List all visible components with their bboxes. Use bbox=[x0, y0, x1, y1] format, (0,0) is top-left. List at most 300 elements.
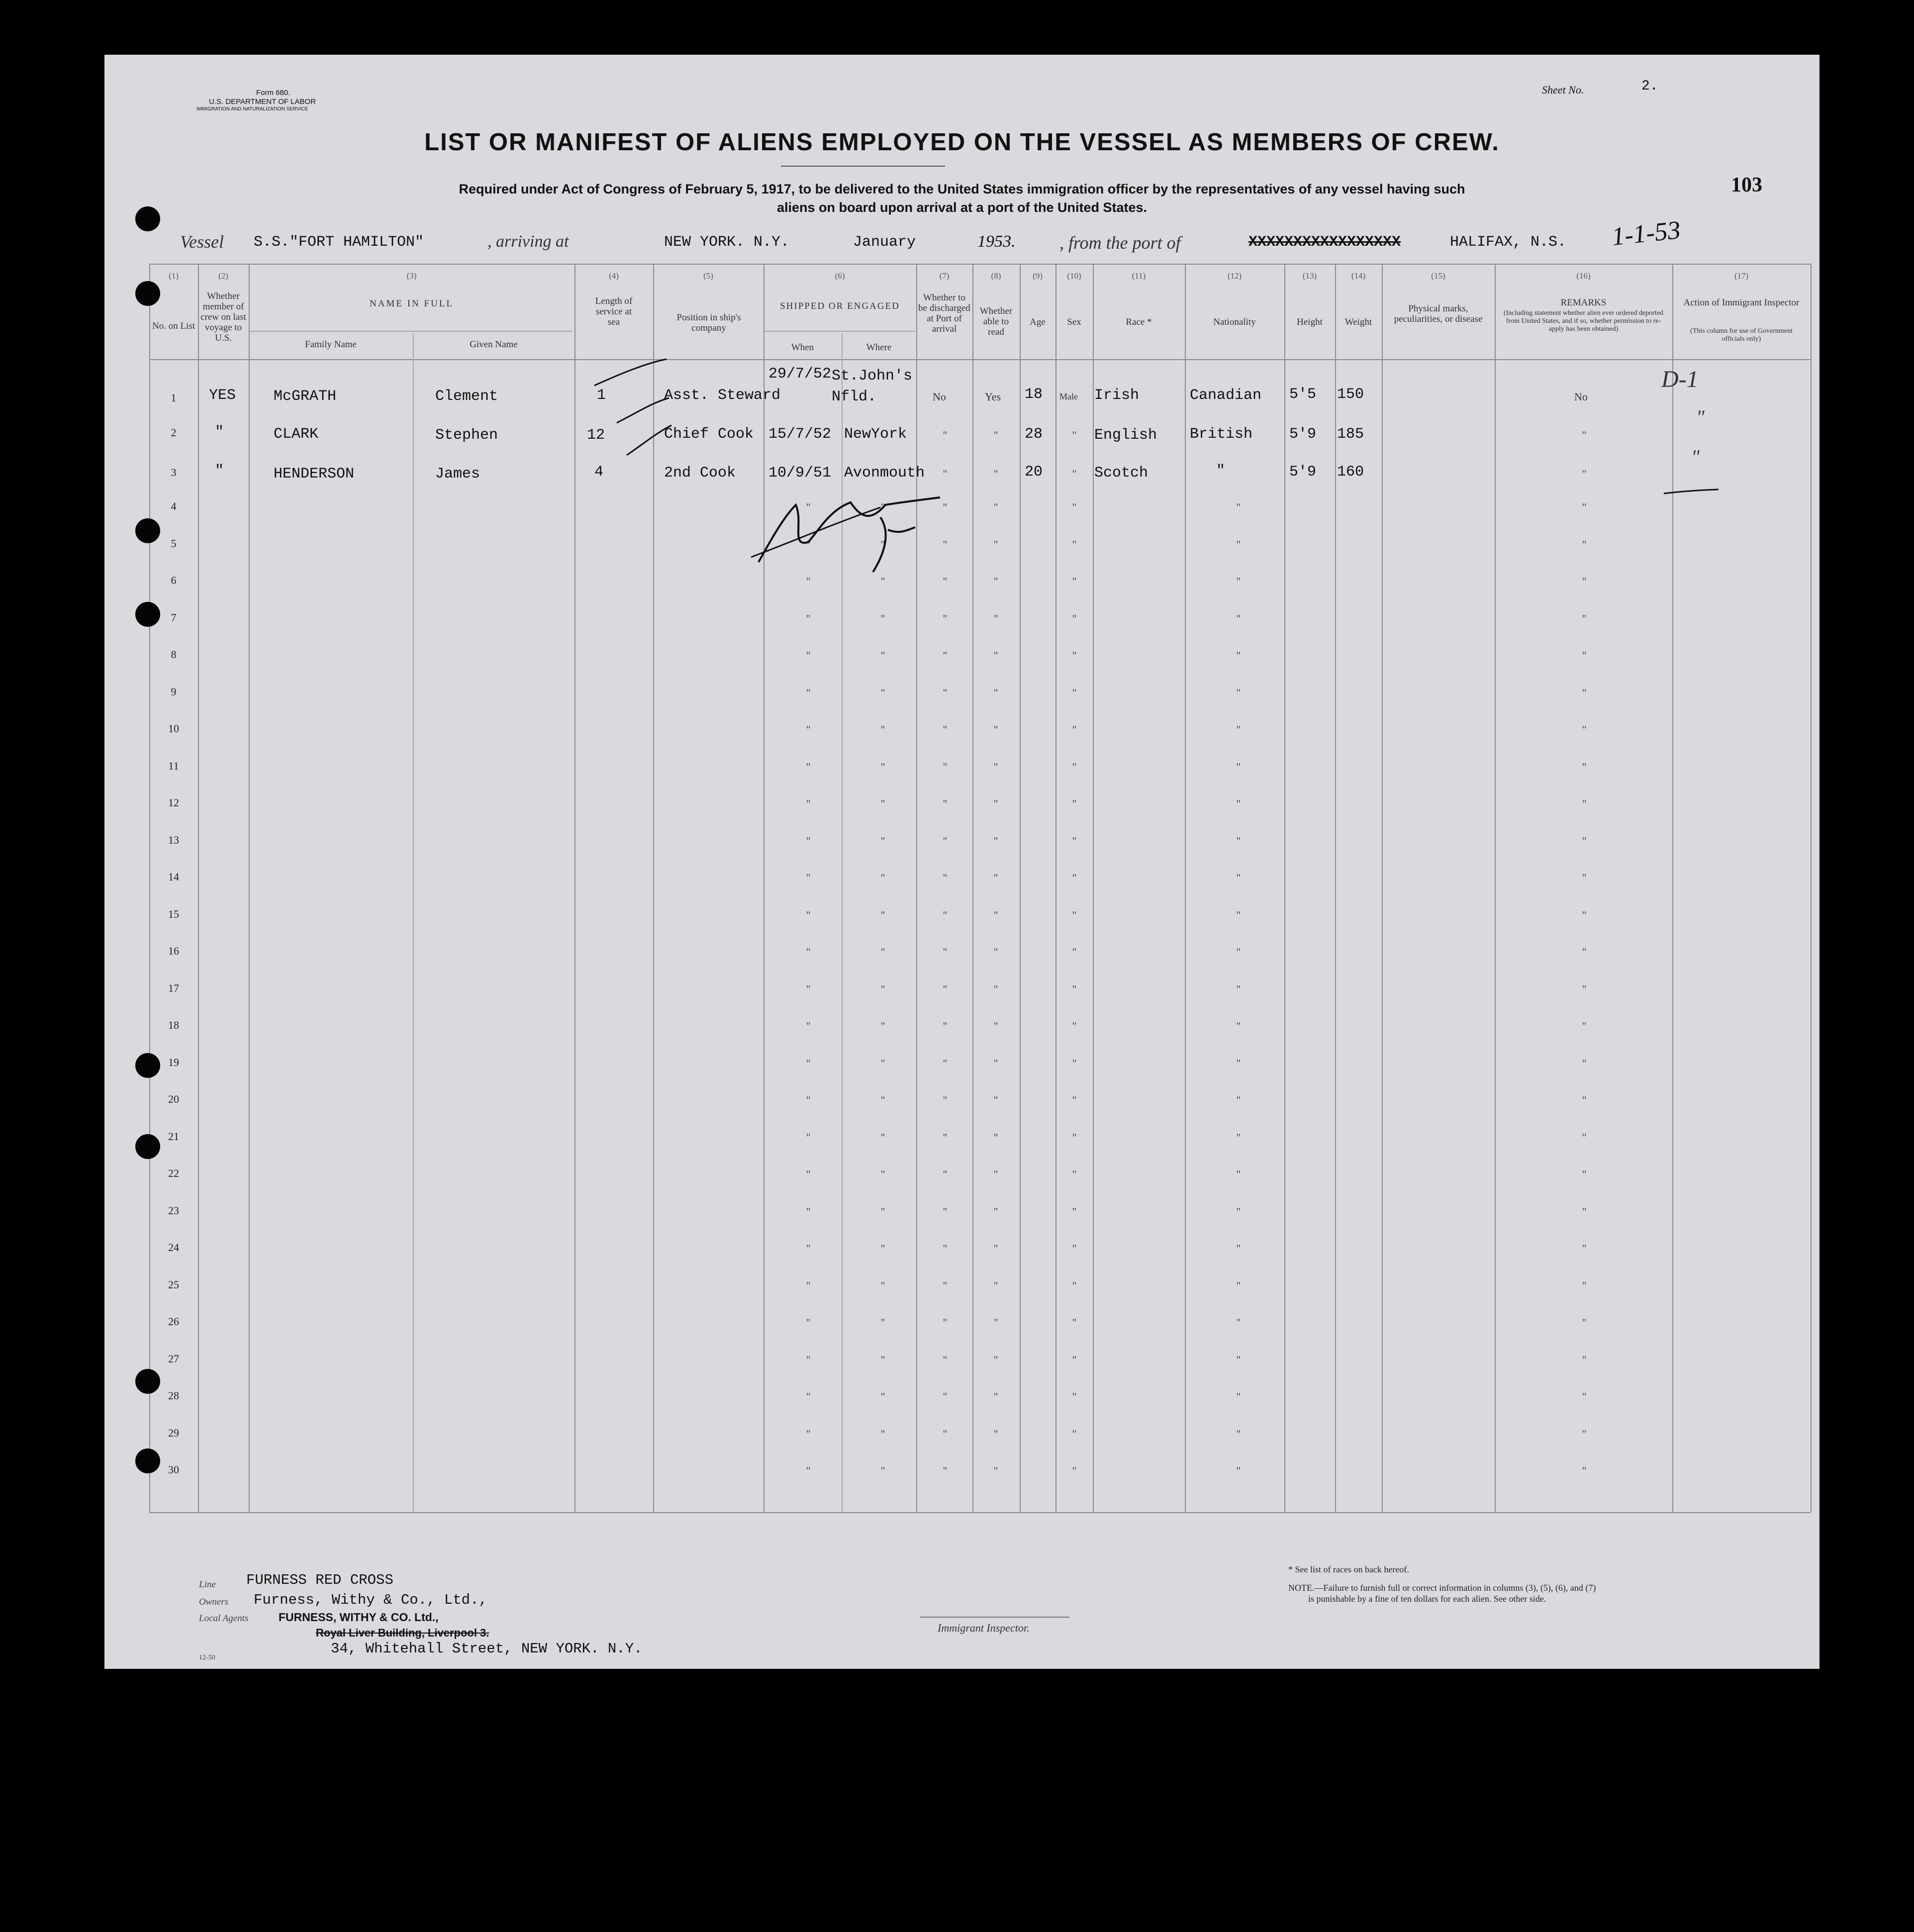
row-1-number: 1 bbox=[171, 391, 177, 404]
ditto-mark: " bbox=[1072, 1390, 1077, 1403]
row-number: 13 bbox=[168, 833, 179, 846]
col-15-label: Physical marks, peculiarities, or disease bbox=[1394, 303, 1483, 324]
ditto-mark: " bbox=[1236, 797, 1241, 810]
col-11-number: (11) bbox=[1132, 271, 1146, 281]
ditto-mark: " bbox=[1072, 760, 1077, 773]
ditto-mark: " bbox=[1236, 1464, 1241, 1477]
arrival-month: January bbox=[853, 234, 916, 251]
service-label: IMMIGRATION AND NATURALIZATION SERVICE bbox=[196, 106, 308, 112]
sheet-label: Sheet No. bbox=[1542, 84, 1584, 96]
ditto-mark: " bbox=[1236, 871, 1241, 884]
handwritten-date: 1-1-53 bbox=[1610, 215, 1682, 252]
col-14-number: (14) bbox=[1351, 271, 1366, 281]
row-3-discharged: " bbox=[943, 468, 948, 480]
ditto-mark: " bbox=[880, 1242, 885, 1255]
binder-hole bbox=[135, 281, 160, 306]
ditto-mark: " bbox=[880, 649, 885, 662]
ditto-mark: " bbox=[993, 723, 998, 736]
ditto-mark: " bbox=[1582, 686, 1587, 699]
col-15-number: (15) bbox=[1431, 271, 1445, 281]
row-1-age: 18 bbox=[1025, 386, 1043, 403]
form-title: LIST OR MANIFEST OF ALIENS EMPLOYED ON THE VESSEL AS MEMBERS OF CREW. bbox=[424, 129, 1500, 156]
row-2-inspector-action: " bbox=[1696, 406, 1705, 428]
row-number: 10 bbox=[168, 722, 179, 735]
penalty-note-1: NOTE.—Failure to furnish full or correct information in columns (3), (5), (6), and (7) bbox=[1288, 1583, 1596, 1593]
vessel-name: S.S."FORT HAMILTON" bbox=[254, 234, 424, 251]
col-17-note: (This column for use of Government officials only) bbox=[1690, 327, 1793, 343]
row-3-race: Scotch bbox=[1094, 465, 1148, 482]
ditto-mark: " bbox=[880, 1390, 885, 1403]
row-1-nationality: Canadian bbox=[1190, 387, 1262, 404]
ditto-mark: " bbox=[806, 612, 811, 625]
ditto-mark: " bbox=[1072, 946, 1077, 958]
ditto-mark: " bbox=[1072, 834, 1077, 847]
ditto-mark: " bbox=[943, 612, 948, 625]
ditto-mark: " bbox=[1582, 1427, 1587, 1440]
ditto-mark: " bbox=[1072, 1279, 1077, 1292]
row-number: 15 bbox=[168, 907, 179, 920]
ditto-mark: " bbox=[806, 1353, 811, 1366]
ditto-mark: " bbox=[993, 686, 998, 699]
ditto-mark: " bbox=[880, 575, 885, 587]
ditto-mark: " bbox=[1236, 649, 1241, 662]
ditto-mark: " bbox=[1582, 1094, 1587, 1106]
ditto-mark: " bbox=[806, 501, 811, 513]
row-number: 29 bbox=[168, 1426, 179, 1439]
arrival-year: 1953. bbox=[977, 232, 1016, 251]
row-3-given-name: James bbox=[435, 466, 480, 483]
ditto-mark: " bbox=[943, 760, 948, 773]
row-3-position: 2nd Cook bbox=[664, 465, 736, 482]
ditto-mark: " bbox=[880, 797, 885, 810]
ditto-mark: " bbox=[943, 1279, 948, 1292]
row-2-sex: " bbox=[1072, 429, 1077, 441]
col-16-label: REMARKS bbox=[1560, 297, 1607, 308]
ditto-mark: " bbox=[1072, 1427, 1077, 1440]
ditto-mark: " bbox=[943, 1464, 948, 1477]
col-8-number: (8) bbox=[991, 271, 1001, 281]
ditto-mark: " bbox=[1582, 946, 1587, 958]
row-number: 19 bbox=[168, 1056, 179, 1068]
row-3-remarks: " bbox=[1582, 468, 1587, 480]
ditto-mark: " bbox=[880, 1279, 885, 1292]
row-3-last-voyage: " bbox=[215, 463, 224, 480]
ditto-mark: " bbox=[1072, 1057, 1077, 1069]
ditto-mark: " bbox=[993, 946, 998, 958]
col-8-label: Whether able to read bbox=[979, 306, 1013, 337]
ditto-mark: " bbox=[1582, 538, 1587, 551]
row-2-race: English bbox=[1094, 427, 1157, 444]
row-2-position: Chief Cook bbox=[664, 426, 754, 443]
ditto-mark: " bbox=[1582, 1279, 1587, 1292]
ditto-mark: " bbox=[943, 1242, 948, 1255]
ditto-mark: " bbox=[1236, 723, 1241, 736]
ditto-mark: " bbox=[880, 1205, 885, 1218]
ditto-mark: " bbox=[993, 1353, 998, 1366]
binder-hole bbox=[135, 1449, 160, 1473]
row-number: 21 bbox=[168, 1130, 179, 1143]
ditto-mark: " bbox=[1236, 575, 1241, 587]
row-2-height: 5'9 bbox=[1289, 426, 1317, 443]
col-4-label: Length of service at sea bbox=[595, 296, 633, 327]
row-number: 23 bbox=[168, 1204, 179, 1217]
row-number: 7 bbox=[171, 611, 177, 624]
form-subtitle-2: aliens on board upon arrival at a port of the United States. bbox=[776, 200, 1148, 215]
ditto-mark: " bbox=[880, 1131, 885, 1144]
ditto-mark: " bbox=[806, 1464, 811, 1477]
ditto-mark: " bbox=[880, 1427, 885, 1440]
row-1-race: Irish bbox=[1094, 387, 1140, 404]
col-14-label: Weight bbox=[1344, 317, 1372, 327]
owners-label: Owners bbox=[199, 1597, 229, 1607]
ditto-mark: " bbox=[1072, 723, 1077, 736]
ditto-mark: " bbox=[1072, 1353, 1077, 1366]
row-2-last-voyage: " bbox=[215, 424, 224, 441]
col-6-label: SHIPPED OR ENGAGED bbox=[780, 301, 900, 311]
ditto-mark: " bbox=[806, 760, 811, 773]
row-number: 16 bbox=[168, 945, 179, 957]
ditto-mark: " bbox=[943, 1094, 948, 1106]
ditto-mark: " bbox=[1582, 1168, 1587, 1180]
ditto-mark: " bbox=[1072, 1131, 1077, 1144]
ditto-mark: " bbox=[806, 1316, 811, 1329]
ditto-mark: " bbox=[943, 723, 948, 736]
ditto-mark: " bbox=[1582, 1242, 1587, 1255]
ditto-mark: " bbox=[993, 612, 998, 625]
row-2-number: 2 bbox=[171, 426, 177, 439]
ditto-mark: " bbox=[880, 1464, 885, 1477]
row-1-discharged: No bbox=[933, 390, 946, 403]
ditto-mark: " bbox=[880, 946, 885, 958]
col-3-family-label: Family Name bbox=[305, 339, 357, 350]
ditto-mark: " bbox=[880, 1057, 885, 1069]
ditto-mark: " bbox=[1582, 1316, 1587, 1329]
row-number: 14 bbox=[168, 870, 179, 883]
from-port-label: , from the port of bbox=[1059, 233, 1181, 253]
row-3-age: 20 bbox=[1025, 464, 1043, 481]
col-6-number: (6) bbox=[835, 271, 845, 281]
col-10-number: (10) bbox=[1067, 271, 1081, 281]
ditto-mark: " bbox=[806, 982, 811, 995]
ditto-mark: " bbox=[1236, 760, 1241, 773]
col-17-label: Action of Immigrant Inspector bbox=[1683, 297, 1800, 308]
ditto-mark: " bbox=[806, 1131, 811, 1144]
col-16-number: (16) bbox=[1576, 271, 1591, 281]
ditto-mark: " bbox=[943, 686, 948, 699]
ditto-mark: " bbox=[1582, 1057, 1587, 1069]
ditto-mark: " bbox=[880, 538, 885, 551]
ditto-mark: " bbox=[806, 1279, 811, 1292]
row-1-position: Asst. Steward bbox=[664, 387, 781, 404]
ditto-mark: " bbox=[943, 797, 948, 810]
col-6-where-label: Where bbox=[866, 342, 892, 353]
ditto-mark: " bbox=[1236, 1057, 1241, 1069]
ditto-mark: " bbox=[943, 1316, 948, 1329]
ditto-mark: " bbox=[943, 1353, 948, 1366]
ditto-mark: " bbox=[943, 834, 948, 847]
ditto-mark: " bbox=[1072, 1316, 1077, 1329]
ditto-mark: " bbox=[880, 982, 885, 995]
ditto-mark: " bbox=[993, 501, 998, 513]
ditto-mark: " bbox=[880, 1316, 885, 1329]
ditto-mark: " bbox=[993, 575, 998, 587]
ditto-mark: " bbox=[993, 834, 998, 847]
ditto-mark: " bbox=[1236, 1205, 1241, 1218]
ditto-mark: " bbox=[943, 649, 948, 662]
ditto-mark: " bbox=[943, 946, 948, 958]
ditto-mark: " bbox=[1072, 686, 1077, 699]
row-3-number: 3 bbox=[171, 466, 177, 479]
ditto-mark: " bbox=[806, 797, 811, 810]
ditto-mark: " bbox=[806, 1094, 811, 1106]
ditto-mark: " bbox=[1236, 1353, 1241, 1366]
row-2-remarks: " bbox=[1582, 429, 1587, 441]
ditto-mark: " bbox=[1582, 1353, 1587, 1366]
binder-hole bbox=[135, 1369, 160, 1394]
binder-hole bbox=[135, 602, 160, 627]
row-1-family-name: McGRATH bbox=[274, 388, 337, 405]
row-1-read: Yes bbox=[985, 390, 1001, 403]
ditto-mark: " bbox=[806, 686, 811, 699]
line-label: Line bbox=[199, 1579, 216, 1590]
ditto-mark: " bbox=[1582, 760, 1587, 773]
row-number: 20 bbox=[168, 1093, 179, 1105]
ditto-mark: " bbox=[993, 1390, 998, 1403]
agents-label: Local Agents bbox=[199, 1613, 249, 1624]
ditto-mark: " bbox=[1236, 686, 1241, 699]
ditto-mark: " bbox=[880, 760, 885, 773]
ditto-mark: " bbox=[993, 1464, 998, 1477]
row-number: 24 bbox=[168, 1241, 179, 1254]
ditto-mark: " bbox=[1236, 1168, 1241, 1180]
col-9-number: (9) bbox=[1033, 271, 1043, 281]
row-3-service: 4 bbox=[594, 464, 604, 481]
ditto-mark: " bbox=[1072, 908, 1077, 921]
col-11-label: Race * bbox=[1126, 317, 1152, 327]
ditto-mark: " bbox=[1072, 1094, 1077, 1106]
row-number: 18 bbox=[168, 1019, 179, 1031]
ditto-mark: " bbox=[993, 1020, 998, 1032]
binder-hole bbox=[135, 206, 160, 231]
row-2-given-name: Stephen bbox=[435, 427, 498, 444]
ditto-mark: " bbox=[1072, 1464, 1077, 1477]
ditto-mark: " bbox=[1582, 1390, 1587, 1403]
ditto-mark: " bbox=[993, 1205, 998, 1218]
ditto-mark: " bbox=[1582, 1131, 1587, 1144]
row-1-when: 29/7/52 bbox=[768, 366, 832, 383]
col-13-number: (13) bbox=[1302, 271, 1317, 281]
ditto-mark: " bbox=[1236, 1279, 1241, 1292]
row-number: 28 bbox=[168, 1389, 179, 1402]
row-1-sex: Male bbox=[1059, 391, 1078, 401]
col-7-label: Whether to be discharged at Port of arrival bbox=[918, 292, 970, 334]
ditto-mark: " bbox=[806, 1242, 811, 1255]
col-5-label: Position in ship's company bbox=[676, 312, 741, 333]
ditto-mark: " bbox=[806, 1168, 811, 1180]
arrival-port: NEW YORK. N.Y. bbox=[664, 234, 790, 251]
ditto-mark: " bbox=[880, 1094, 885, 1106]
ditto-mark: " bbox=[993, 1316, 998, 1329]
row-1-given-name: Clement bbox=[435, 388, 498, 405]
struck-address: Royal Liver Building, Liverpool 3. bbox=[316, 1627, 489, 1639]
ditto-mark: " bbox=[1236, 1390, 1241, 1403]
ditto-mark: " bbox=[880, 501, 885, 513]
col-4-number: (4) bbox=[609, 271, 619, 281]
agents-address: 34, Whitehall Street, NEW YORK. N.Y. bbox=[331, 1641, 643, 1657]
row-number: 27 bbox=[168, 1352, 179, 1365]
row-number: 26 bbox=[168, 1315, 179, 1328]
row-2-age: 28 bbox=[1025, 426, 1043, 443]
ditto-mark: " bbox=[1072, 538, 1077, 551]
row-number: 6 bbox=[171, 574, 177, 586]
row-1-remarks: No bbox=[1574, 390, 1588, 403]
ditto-mark: " bbox=[943, 1020, 948, 1032]
ditto-mark: " bbox=[993, 1131, 998, 1144]
ditto-mark: " bbox=[1236, 501, 1241, 513]
ditto-mark: " bbox=[880, 1020, 885, 1032]
ditto-mark: " bbox=[880, 612, 885, 625]
ditto-mark: " bbox=[806, 538, 811, 551]
ditto-mark: " bbox=[806, 1390, 811, 1403]
col-2-number: (2) bbox=[218, 271, 228, 281]
ditto-mark: " bbox=[993, 982, 998, 995]
inspector-signature-label: Immigrant Inspector. bbox=[938, 1622, 1030, 1634]
ditto-mark: " bbox=[1236, 834, 1241, 847]
row-3-weight: 160 bbox=[1337, 464, 1364, 481]
row-2-weight: 185 bbox=[1337, 426, 1364, 443]
line-name: FURNESS RED CROSS bbox=[246, 1572, 393, 1588]
ditto-mark: " bbox=[1072, 797, 1077, 810]
col-6-when-label: When bbox=[791, 342, 814, 353]
row-number: 9 bbox=[171, 685, 177, 698]
ditto-mark: " bbox=[1236, 1427, 1241, 1440]
ditto-mark: " bbox=[993, 797, 998, 810]
ditto-mark: " bbox=[880, 834, 885, 847]
ditto-mark: " bbox=[1072, 871, 1077, 884]
row-2-where: NewYork bbox=[844, 426, 907, 443]
ditto-mark: " bbox=[1236, 538, 1241, 551]
ditto-mark: " bbox=[943, 538, 948, 551]
ditto-mark: " bbox=[1582, 1205, 1587, 1218]
row-number: 12 bbox=[168, 796, 179, 809]
ditto-mark: " bbox=[806, 1020, 811, 1032]
row-2-discharged: " bbox=[943, 429, 948, 441]
page-number: 103 bbox=[1731, 174, 1762, 196]
row-2-service: 12 bbox=[587, 427, 605, 444]
ditto-mark: " bbox=[806, 1205, 811, 1218]
print-code: 12-50 bbox=[199, 1654, 215, 1661]
ditto-mark: " bbox=[1582, 908, 1587, 921]
ditto-mark: " bbox=[806, 1057, 811, 1069]
ditto-mark: " bbox=[880, 723, 885, 736]
ditto-mark: " bbox=[1582, 649, 1587, 662]
row-1-where: St.John's Nfld. bbox=[832, 368, 913, 405]
ditto-mark: " bbox=[1582, 871, 1587, 884]
ditto-mark: " bbox=[806, 834, 811, 847]
ditto-mark: " bbox=[943, 871, 948, 884]
col-10-label: Sex bbox=[1067, 317, 1081, 327]
ditto-mark: " bbox=[993, 1242, 998, 1255]
ditto-mark: " bbox=[1582, 797, 1587, 810]
ditto-mark: " bbox=[1236, 1094, 1241, 1106]
ditto-mark: " bbox=[806, 871, 811, 884]
ditto-mark: " bbox=[943, 982, 948, 995]
ditto-mark: " bbox=[993, 1057, 998, 1069]
ditto-mark: " bbox=[943, 1427, 948, 1440]
ditto-mark: " bbox=[880, 908, 885, 921]
row-number: 30 bbox=[168, 1463, 179, 1476]
binder-hole bbox=[135, 1134, 160, 1159]
manifest-sheet bbox=[104, 55, 1819, 1669]
races-note: * See list of races on back hereof. bbox=[1288, 1564, 1409, 1574]
ditto-mark: " bbox=[993, 1279, 998, 1292]
ditto-mark: " bbox=[1582, 612, 1587, 625]
row-number: 5 bbox=[171, 537, 177, 550]
arriving-label: , arriving at bbox=[487, 232, 569, 251]
ditto-mark: " bbox=[1582, 1464, 1587, 1477]
ditto-mark: " bbox=[943, 575, 948, 587]
ditto-mark: " bbox=[1236, 982, 1241, 995]
ditto-mark: " bbox=[993, 649, 998, 662]
ditto-mark: " bbox=[1072, 649, 1077, 662]
ditto-mark: " bbox=[1072, 575, 1077, 587]
penalty-note-2: is punishable by a fine of ten dollars for each alien. See other side. bbox=[1308, 1594, 1546, 1604]
row-3-nationality: " bbox=[1216, 463, 1226, 480]
ditto-mark: " bbox=[1236, 908, 1241, 921]
ditto-mark: " bbox=[1582, 1020, 1587, 1032]
row-number: 11 bbox=[168, 759, 179, 772]
row-2-family-name: CLARK bbox=[274, 426, 319, 443]
ditto-mark: " bbox=[993, 1427, 998, 1440]
ditto-mark: " bbox=[1582, 834, 1587, 847]
handwriting-marks bbox=[104, 55, 1819, 1669]
ditto-mark: " bbox=[993, 538, 998, 551]
ditto-mark: " bbox=[943, 1205, 948, 1218]
row-3-where: Avonmouth bbox=[844, 465, 925, 482]
ditto-mark: " bbox=[1236, 1242, 1241, 1255]
col-1-label: No. on List bbox=[152, 321, 195, 331]
row-3-read: " bbox=[993, 468, 998, 480]
row-3-family-name: HENDERSON bbox=[274, 466, 355, 483]
ditto-mark: " bbox=[1582, 982, 1587, 995]
owners-name: Furness, Withy & Co., Ltd., bbox=[254, 1592, 487, 1608]
struck-port: XXXXXXXXXXXXXXXXX bbox=[1248, 234, 1401, 251]
row-1-last-voyage: YES bbox=[209, 387, 236, 404]
ditto-mark: " bbox=[1236, 612, 1241, 625]
ditto-mark: " bbox=[806, 649, 811, 662]
col-12-label: Nationality bbox=[1213, 317, 1256, 327]
col-16-note: (Including statement whether alien ever ordered deported from United States, and if so, whether permission to re-apply has been obtained) bbox=[1503, 309, 1664, 333]
ditto-mark: " bbox=[1072, 612, 1077, 625]
ditto-mark: " bbox=[943, 1390, 948, 1403]
row-number: 22 bbox=[168, 1167, 179, 1179]
ditto-mark: " bbox=[1072, 1168, 1077, 1180]
ditto-mark: " bbox=[806, 575, 811, 587]
col-9-label: Age bbox=[1030, 317, 1046, 327]
ditto-mark: " bbox=[806, 723, 811, 736]
ditto-mark: " bbox=[1582, 501, 1587, 513]
row-1-height: 5'5 bbox=[1289, 386, 1317, 403]
ditto-mark: " bbox=[943, 501, 948, 513]
row-2-nationality: British bbox=[1190, 426, 1253, 443]
col-13-label: Height bbox=[1297, 317, 1323, 327]
agents-name: FURNESS, WITHY & CO. Ltd., bbox=[279, 1611, 439, 1624]
ditto-mark: " bbox=[806, 908, 811, 921]
col-1-number: (1) bbox=[169, 271, 179, 281]
ditto-mark: " bbox=[993, 1094, 998, 1106]
ditto-mark: " bbox=[1072, 1205, 1077, 1218]
form-number: Form 680. bbox=[256, 89, 290, 97]
